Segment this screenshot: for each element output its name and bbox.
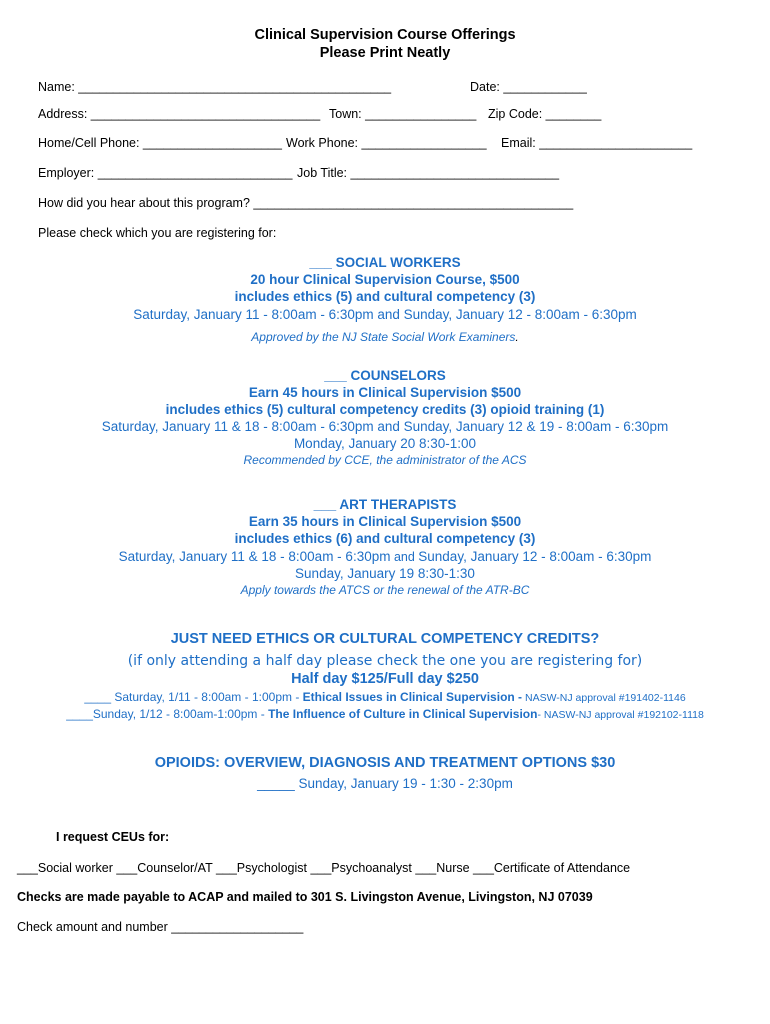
town-field[interactable]: Town: ________________ [329,107,477,121]
opioids-date-option[interactable]: _____ Sunday, January 19 - 1:30 - 2:30pm [257,776,513,791]
counselors-heading[interactable]: ___ COUNSELORS [324,368,446,383]
social-workers-heading[interactable]: ___ SOCIAL WORKERS [309,255,461,270]
ethics-option-sunday[interactable]: ____Sunday, 1/12 - 8:00am-1:00pm - The Influence of Culture in Clinical Supervision- NASW-NJ approval #192102-1118 [66,707,704,721]
social-workers-approval: Approved by the NJ State Social Work Examiners. [251,330,519,344]
email-field[interactable]: Email: ______________________ [501,136,693,150]
art-therapists-credits: includes ethics (6) and cultural competency (3) [234,531,536,546]
ceus-label: I request CEUs for: [56,830,170,844]
counselors-credits: includes ethics (5) cultural competency credits (3) opioid training (1) [165,402,605,417]
zip-code-field[interactable]: Zip Code: ________ [488,107,602,121]
work-phone-field[interactable]: Work Phone: __________________ [286,136,487,150]
counselors-monday: Monday, January 20 8:30-1:00 [293,436,477,451]
address-field[interactable]: Address: _________________________________ [38,107,321,121]
art-therapists-note: Apply towards the ATCS or the renewal of the ATR-BC [240,583,530,597]
social-workers-credits: includes ethics (5) and cultural competency (3) [234,289,536,304]
art-therapists-sunday: Sunday, January 19 8:30-1:30 [295,566,475,581]
art-therapists-heading[interactable]: ___ ART THERAPISTS [313,497,457,512]
counselors-course: Earn 45 hours in Clinical Supervision $500 [248,385,522,400]
date-field[interactable]: Date: ____________ [470,80,587,94]
opioids-heading: OPIOIDS: OVERVIEW, DIAGNOSIS AND TREATMENT OPTIONS $30 [154,755,616,771]
home-phone-field[interactable]: Home/Cell Phone: ____________________ [38,136,282,150]
page-title: Clinical Supervision Course Offerings [254,27,516,43]
ethics-option-saturday[interactable]: ____ Saturday, 1/11 - 8:00am - 1:00pm - Ethical Issues in Clinical Supervision - NASW-NJ approval #191402-1146 [84,690,686,704]
social-workers-dates: Saturday, January 11 - 8:00am - 6:30pm and Sunday, January 12 - 8:00am - 6:30pm [133,307,637,322]
art-therapists-dates: Saturday, January 11 & 18 - 8:00am - 6:30pm and Sunday, January 12 - 8:00am - 6:30pm [118,549,652,564]
employer-field[interactable]: Employer: ____________________________ [38,166,293,180]
social-workers-course: 20 hour Clinical Supervision Course, $500 [250,272,520,287]
ethics-instruction: (if only attending a half day please check the one you are registering for) [127,653,643,669]
counselors-dates: Saturday, January 11 & 18 - 8:00am - 6:30pm and Sunday, January 12 & 19 - 8:00am - 6:30pm [101,419,669,434]
job-title-field[interactable]: Job Title: ______________________________ [297,166,560,180]
ethics-price: Half day $125/Full day $250 [291,671,479,687]
check-amount-field[interactable]: Check amount and number ___________________ [17,920,304,934]
counselors-note: Recommended by CCE, the administrator of the ACS [243,453,527,467]
ceus-options[interactable]: ___Social worker ___Counselor/AT ___Psychologist ___Psychoanalyst ___Nurse ___Certificate of Attendance [17,861,631,875]
ethics-heading: JUST NEED ETHICS OR CULTURAL COMPETENCY CREDITS? [170,631,600,647]
art-therapists-course: Earn 35 hours in Clinical Supervision $500 [248,514,522,529]
page-subtitle: Please Print Neatly [319,45,451,61]
name-field[interactable]: Name: _____________________________________________ [38,80,392,94]
registration-prompt: Please check which you are registering for: [38,226,277,240]
payment-instructions: Checks are made payable to ACAP and mailed to 301 S. Livingston Avenue, Livingston, NJ 07039 [17,890,593,904]
referral-source-field[interactable]: How did you hear about this program? ______________________________________________ [38,196,574,210]
